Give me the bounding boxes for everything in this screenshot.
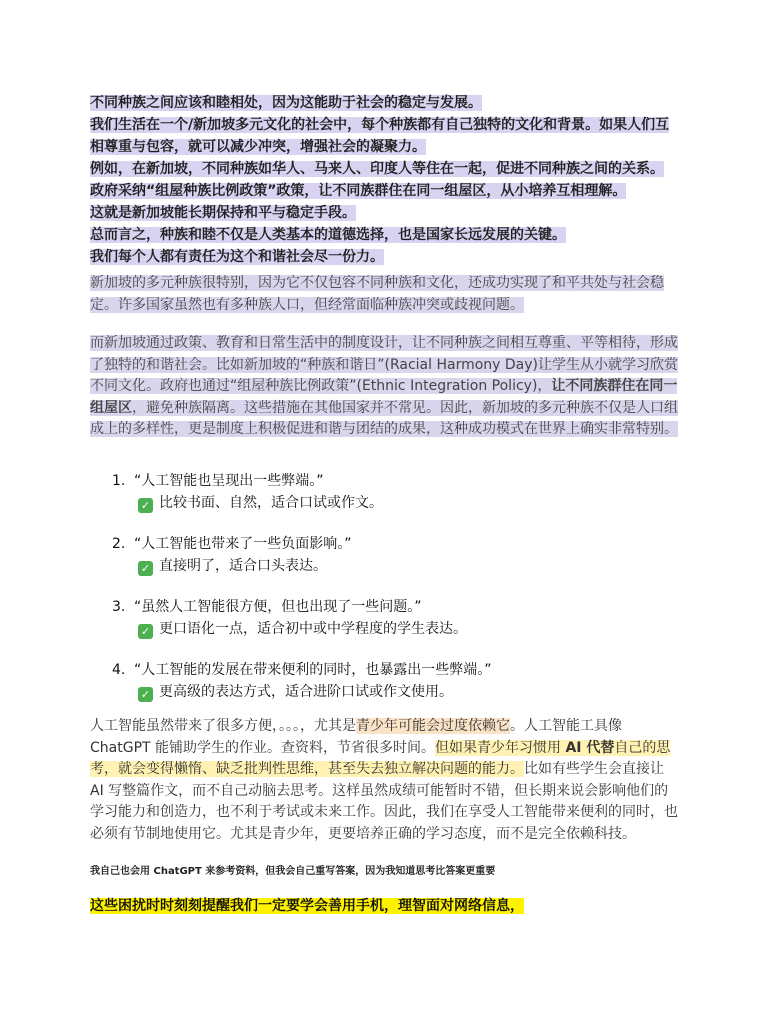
text-span: 。人工智能工具像ChatGPT 能铺助学生的作业。查资料，节省很多时间。 — [90, 718, 622, 756]
highlight-yellow: 但如果青少年习惯用 — [435, 739, 566, 756]
text-span: 而新加坡通过政策、教育和日常生活中的制度设计，让不同种族之间相互尊重、平等相待，形成了独特的和谐社会。比如新加坡的“种族和谐日”(Racial Harmony Day)让学生从小就学习欣赏不同文化。政府也通过“组屋种族比例政策”(Ethnic Integration Policy)， — [90, 335, 679, 394]
text-line: 政府采纳“组屋种族比例政策”政策，让不同族群住在同一组屋区，从小培养互相理解。 — [90, 183, 627, 199]
text-line: 我们每个人都有责任为这个和谐社会尽一份力。 — [90, 249, 384, 265]
numbered-list — [112, 470, 672, 722]
list-note: 比较书面、自然，适合口试或作文。 — [159, 495, 383, 511]
paragraph-ai-dependence — [90, 716, 680, 845]
paragraph-policies — [90, 333, 680, 441]
text-line: 这就是新加坡能长期保持和平与稳定手段。 — [90, 205, 356, 221]
list-quote: “虽然人工智能很方便，但也出现了一些问题。” — [134, 599, 422, 615]
text-span: 我自己也会用 ChatGPT 来参考资料，但我会自己重写答案，因为我知道思考比答案更重要 — [90, 866, 496, 877]
paragraph-racial-harmony — [90, 92, 680, 268]
check-icon: ✓ — [138, 624, 153, 639]
text-span: ，避免种族隔离。这些措施在其他国家并不常见。因此，新加坡的多元种族不仅是人口组成上的多样性，更是制度上积极促进和谐与团结的成果，这种成功模式在世界上确实非常特别。 — [90, 399, 678, 437]
list-number: 1. — [112, 473, 126, 489]
check-icon: ✓ — [138, 687, 153, 702]
list-number: 3. — [112, 599, 126, 615]
list-item — [112, 659, 672, 703]
text-line: 总而言之，种族和睦不仅是人类基本的道德选择，也是国家长远发展的关键。 — [90, 227, 566, 243]
text-span: 人工智能虽然带来了很多方便，。。。，尤其是 — [90, 718, 356, 734]
list-note: 直接明了，适合口头表达。 — [159, 558, 327, 574]
paragraph-singapore-multiracial — [90, 273, 680, 316]
list-quote: “人工智能也呈现出一些弊端。” — [134, 473, 324, 489]
bold-text: 让不同族群住在同一组屋区 — [90, 378, 678, 416]
check-icon: ✓ — [138, 498, 153, 513]
text-line: 我们生活在一个/新加坡多元文化的社会中，每个种族都有自己独特的文化和背景。如果人们互相尊重与包容，就可以减少冲突，增强社会的凝聚力。 — [90, 117, 670, 155]
text-line: 例如，在新加坡，不同种族如华人、马来人、印度人等住在一起，促进不同种族之间的关系。 — [90, 161, 664, 177]
highlight-yellow-bold: AI 代替 — [565, 739, 615, 756]
text-span: 新加坡的多元种族很特别，因为它不仅包容不同种族和文化，还成功实现了和平共处与社会稳定。许多国家虽然也有多种族人口，但经常面临种族冲突或歧视问题。 — [90, 275, 664, 313]
list-number: 4. — [112, 662, 126, 678]
text-span: 比如有些学生会直接让 AI 写整篇作文，而不自己动脑去思考。这样虽然成绩可能暂时不错，但长期来说会影响他们的学习能力和创造力，也不利于考试或未来工作。因此，我们在享受人工智能带来便利的同时，也必须有节制地使用它。尤其是青少年，更要培养正确的学习态度，而不是完全依赖科技。 — [90, 761, 678, 842]
list-note: 更高级的表达方式，适合进阶口试或作文使用。 — [159, 684, 453, 700]
small-note — [90, 865, 680, 879]
highlight-orange: 青少年可能会过度依赖它 — [356, 718, 510, 734]
text-line: 不同种族之间应该和睦相处，因为这能助于社会的稳定与发展。 — [90, 95, 482, 111]
list-note: 更口语化一点，适合初中或中学程度的学生表达。 — [159, 621, 467, 637]
text-span: 这些困扰时时刻刻提醒我们一定要学会善用手机，理智面对网络信息， — [90, 898, 524, 914]
list-item — [112, 470, 672, 514]
list-item — [112, 533, 672, 577]
highlighted-sentence — [90, 895, 680, 917]
check-icon: ✓ — [138, 561, 153, 576]
list-number: 2. — [112, 536, 126, 552]
list-item — [112, 596, 672, 640]
list-quote: “人工智能的发展在带来便利的同时，也暴露出一些弊端。” — [134, 662, 492, 678]
highlight-yellow: 自己的思考，就会变得懒惰、缺乏批判性思维，甚至失去独立解决问题的能力。 — [90, 739, 671, 777]
list-quote: “人工智能也带来了一些负面影响。” — [134, 536, 352, 552]
